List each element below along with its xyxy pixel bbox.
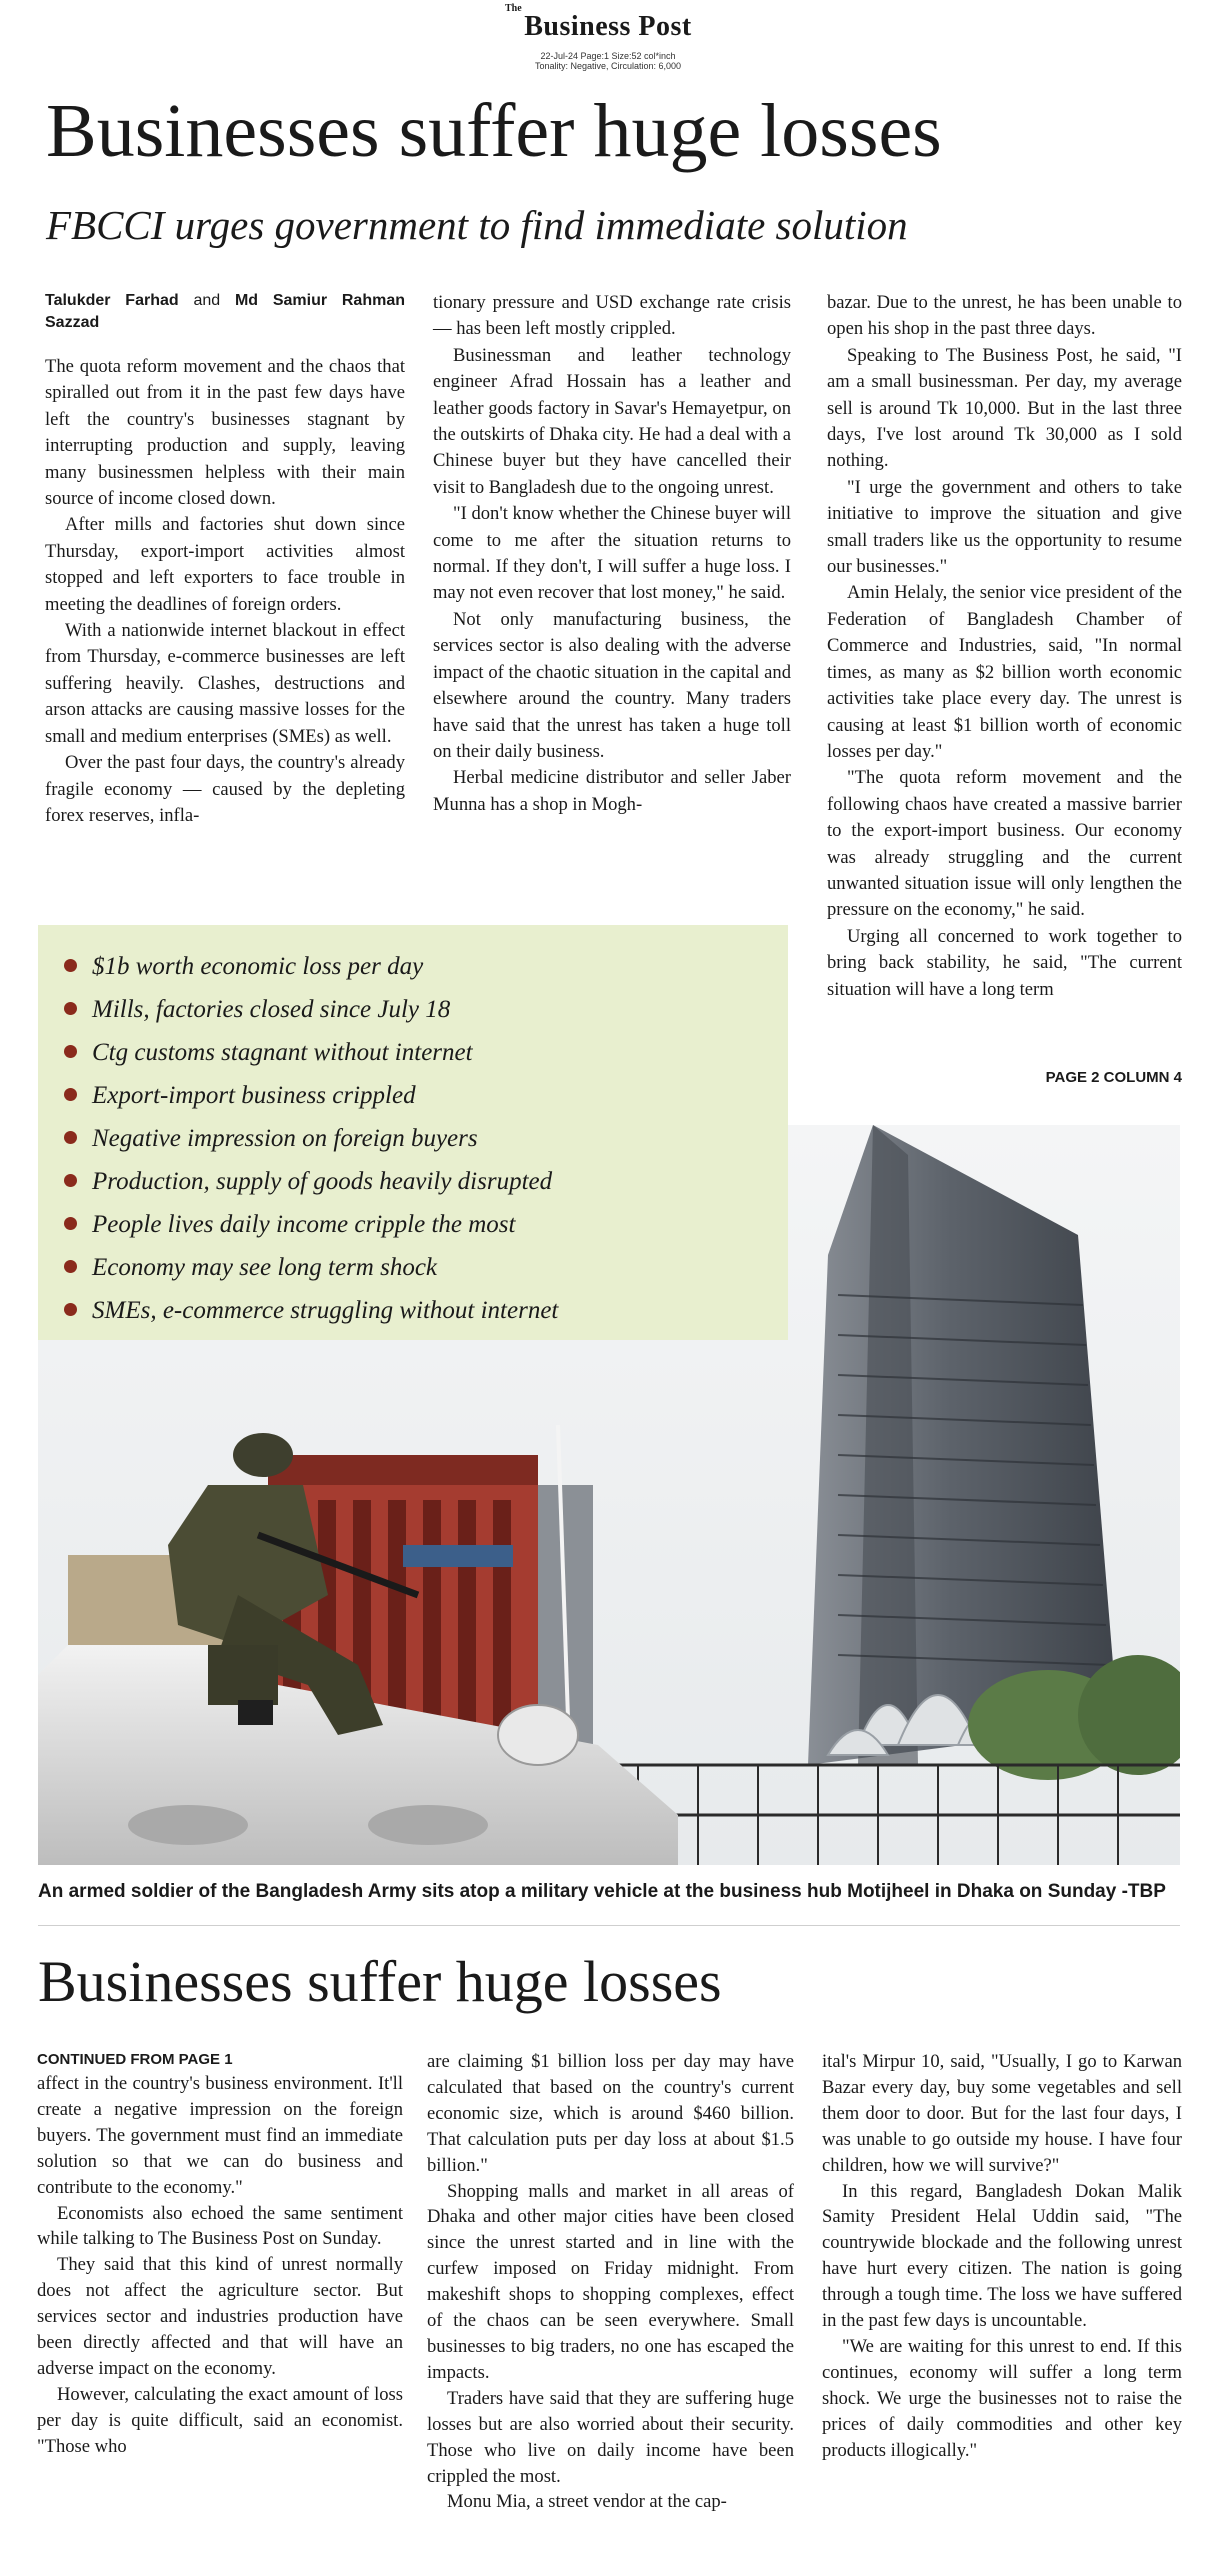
article-column-2 <box>433 290 791 818</box>
bullet-icon <box>64 1045 77 1058</box>
paragraph: ital's Mirpur 10, said, "Usually, I go to Karwan Bazar every day, buy some vegetables and sell them door to door. But for the last four days, I was unable to go outside my house. I have four children, how we will survive?" <box>822 2051 1182 2176</box>
paragraph: However, calculating the exact amount of loss per day is quite difficult, said an economist. "Those who <box>37 2383 403 2457</box>
bullet-icon <box>64 1303 77 1316</box>
bullet-icon <box>64 1002 77 1015</box>
highlights-box <box>38 925 788 1340</box>
masthead-meta-page: 22-Jul-24 Page:1 Size:52 col*inch <box>540 51 676 61</box>
masthead-name: Business Post <box>524 11 692 42</box>
article-column-3 <box>827 290 1182 1003</box>
paragraph: Herbal medicine distributor and seller Jaber Munna has a shop in Mogh- <box>433 767 791 815</box>
bullet-icon <box>64 1174 77 1187</box>
continued-column-2 <box>427 2049 794 2515</box>
highlight-item <box>60 988 788 1031</box>
section-divider <box>38 1925 1180 1926</box>
paragraph: are claiming $1 billion loss per day may have calculated that based on the country's current economic size, which is around $460 billion. That calculation puts per day loss at about $1.5 billion." <box>427 2051 794 2176</box>
highlights-list <box>38 925 788 1332</box>
byline-author-2: Md Samiur Rahman Sazzad <box>45 292 405 331</box>
highlight-text: Economy may see long term shock <box>92 1254 438 1281</box>
continued-column-1 <box>37 2049 403 2460</box>
paragraph: Traders have said that they are suffering huge losses but are also worried about their security. Those who live on daily income have been crippled the most. <box>427 2387 794 2487</box>
continued-column-3 <box>822 2049 1182 2464</box>
paragraph: bazar. Due to the unrest, he has been unable to open his shop in the past three days. <box>827 292 1182 340</box>
continued-from-label: CONTINUED FROM PAGE 1 <box>37 2051 233 2068</box>
highlight-item <box>60 1031 788 1074</box>
bullet-icon <box>64 1260 77 1273</box>
highlight-text: SMEs, e-commerce struggling without internet <box>92 1297 559 1324</box>
photo-caption: An armed soldier of the Bangladesh Army sits atop a military vehicle at the business hub Motijheel in Dhaka on Sunday -TBP <box>38 1881 1166 1902</box>
paragraph: Over the past four days, the country's already fragile economy — caused by the depleting forex reserves, infla- <box>45 752 405 826</box>
highlight-text: Negative impression on foreign buyers <box>92 1125 478 1152</box>
paragraph: With a nationwide internet blackout in effect from Thursday, e-commerce businesses are left suffering heavily. Clashes, destructions and arson attacks are causing massive losses for the small and medium enterprises (SMEs) as well. <box>45 620 405 747</box>
highlight-text: Ctg customs stagnant without internet <box>92 1039 473 1066</box>
highlight-item <box>60 1203 788 1246</box>
paragraph: Amin Helaly, the senior vice president of the Federation of Bangladesh Chamber of Commerce and Industries, said, "In normal times, as many as $2 billion worth economic activities take place every day. The unrest is causing at least $1 billion worth of economic losses per day." <box>827 582 1182 762</box>
highlight-item <box>60 945 788 988</box>
bullet-icon <box>64 1088 77 1101</box>
bullet-icon <box>64 1131 77 1144</box>
highlight-text: Production, supply of goods heavily disrupted <box>92 1168 553 1195</box>
paragraph: "We are waiting for this unrest to end. If this continues, economy will suffer a long term shock. We urge the businesses not to raise the prices of daily commodities and other key products illogically." <box>822 2335 1182 2461</box>
highlight-item <box>60 1246 788 1289</box>
byline-conjunction: and <box>193 292 221 309</box>
highlight-item <box>60 1117 788 1160</box>
highlight-item <box>60 1160 788 1203</box>
paragraph: Economists also echoed the same sentiment while talking to The Business Post on Sunday. <box>37 2202 403 2250</box>
paragraph: tionary pressure and USD exchange rate crisis — has been left mostly crippled. <box>433 292 791 340</box>
highlight-item <box>60 1074 788 1117</box>
paragraph: In this regard, Bangladesh Dokan Malik Samity President Helal Uddin said, "The countrywide blockade and the following unrest have hurt every citizen. The nation is going through a tough time. The loss we have suffered in the past few days is uncountable. <box>822 2180 1182 2332</box>
article-headline: Businesses suffer huge losses <box>46 89 942 173</box>
bullet-icon <box>64 1217 77 1230</box>
paragraph: Not only manufacturing business, the services sector is also dealing with the adverse impact of the chaotic situation in the capital and elsewhere around the country. Many traders have said that the unrest has taken a huge toll on their daily business. <box>433 608 791 762</box>
page-jump-label: PAGE 2 COLUMN 4 <box>1045 1069 1182 1086</box>
paragraph: "I don't know whether the Chinese buyer will come to me after the situation returns to normal. If they don't, I will suffer a huge loss. I may not even recover that lost money," he said. <box>433 503 791 604</box>
paragraph: Speaking to The Business Post, he said, "I am a small businessman. Per day, my average sell is around Tk 10,000. But in the last three days, I've lost around Tk 30,000 as I sold nothing. <box>827 344 1182 472</box>
highlight-item <box>60 1289 788 1332</box>
paragraph: The quota reform movement and the chaos that spiralled out from it in the past few days have left the country's businesses stagnant by interrupting production and supply, leaving many businessmen helpless with their main source of income closed down. <box>45 356 405 510</box>
highlight-text: $1b worth economic loss per day <box>92 953 424 980</box>
continued-headline: Businesses suffer huge losses <box>38 1949 722 2014</box>
highlight-text: People lives daily income cripple the most <box>92 1211 516 1238</box>
paragraph: Monu Mia, a street vendor at the cap- <box>447 2491 727 2513</box>
paragraph: "The quota reform movement and the following chaos have created a massive barrier to the export-import business. Our economy was already struggling and the current unwanted situation issue will only lengthen the pressure on the economy," he said. <box>827 767 1182 921</box>
paragraph: Shopping malls and market in all areas of Dhaka and other major cities have been closed since the unrest started and in line with the curfew imposed on Friday midnight. From makeshift shops to shopping complexes, effect of the chaos can be seen everywhere. Small businesses to big traders, no one has escaped the impacts. <box>427 2180 794 2383</box>
paragraph: They said that this kind of unrest normally does not affect the agriculture sector. But services sector and industries production have been directly affected and that will have an adverse impact on the economy. <box>37 2254 403 2379</box>
masthead <box>0 0 1216 76</box>
bullet-icon <box>64 959 77 972</box>
paragraph: Businessman and leather technology engineer Afrad Hossain has a leather and leather goods factory in Savar's Hemayetpur, on the outskirts of Dhaka city. He had a deal with a Chinese buyer but they have cancelled their visit to Bangladesh due to the ongoing unrest. <box>433 344 791 498</box>
article-column-1 <box>45 290 405 829</box>
highlight-text: Export-import business crippled <box>92 1082 416 1109</box>
masthead-meta-tonality: Tonality: Negative, Circulation: 6,000 <box>534 61 682 71</box>
byline <box>45 290 405 334</box>
byline-author-1: Talukder Farhad <box>45 292 179 309</box>
masthead-the: The <box>505 3 522 14</box>
paragraph: After mills and factories shut down since Thursday, export-import activities almost stopped and left exporters to face trouble in meeting the deadlines of foreign orders. <box>45 514 405 615</box>
paragraph: Urging all concerned to work together to bring back stability, he said, "The current situation will have a long term <box>827 925 1182 1000</box>
highlight-text: Mills, factories closed since July 18 <box>92 996 451 1023</box>
paragraph: "I urge the government and others to take initiative to improve the situation and give small traders like us the opportunity to resume our businesses." <box>827 476 1182 578</box>
paragraph: affect in the country's business environment. It'll create a negative impression on the foreign buyers. The government must find an immediate solution so that we can do business and contribute to the economy." <box>37 2073 403 2198</box>
article-subhead: FBCCI urges government to find immediate solution <box>46 202 908 248</box>
